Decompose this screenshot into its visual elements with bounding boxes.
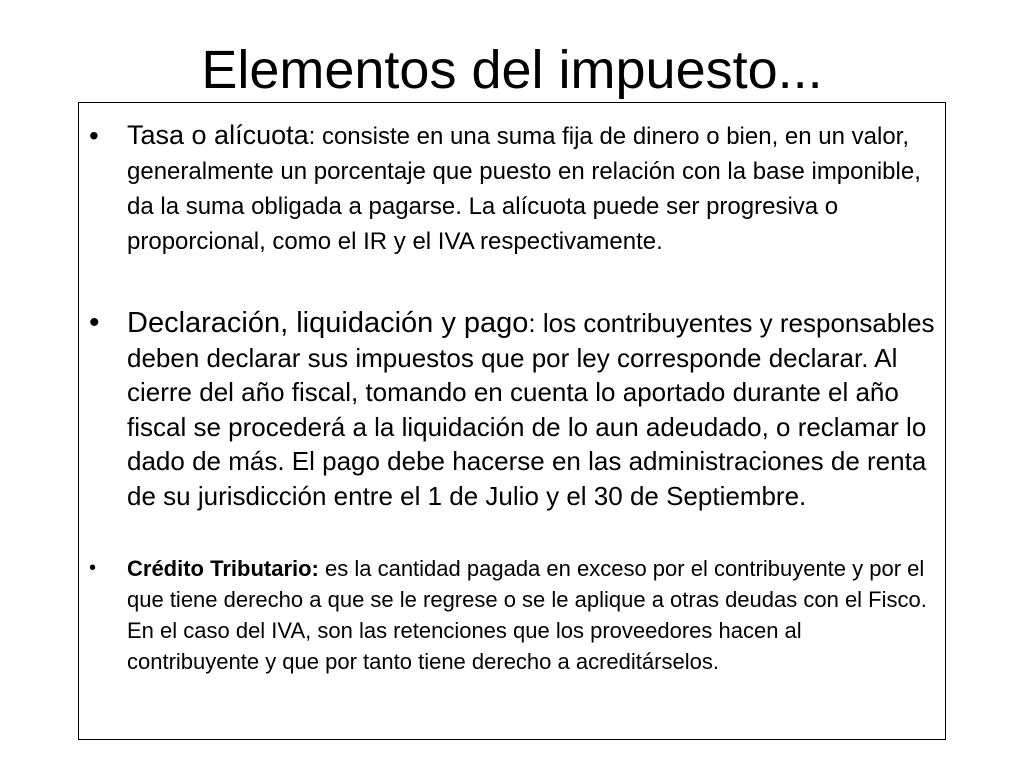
bullet-text <box>127 118 937 259</box>
bullet-dot-icon: • <box>89 120 99 151</box>
bullet-dot-icon: • <box>89 557 97 579</box>
slide-title: Elementos del impuesto... <box>201 40 823 100</box>
bullet-text <box>127 553 937 677</box>
content-box <box>78 102 946 740</box>
bullet-text <box>127 306 937 514</box>
bullet-term: Declaración, liquidación y pago <box>127 307 529 339</box>
bullet-description: : los contribuyentes y responsables deben declarar sus impuestos que por ley corresponde declarar. Al cierre del año fiscal, tomando en cuenta lo aportado durante el año fiscal se procederá a la liquidación de lo aun adeudado, o reclamar lo dado de más. El pago debe hacerse en las administraciones de renta de su jurisdicción entre el 1 de Julio y el 30 de Septiembre. <box>127 308 935 511</box>
bullet-dot-icon: • <box>89 306 100 339</box>
bullet-term: Tasa o alícuota <box>127 120 309 150</box>
bullet-term: Crédito Tributario: <box>127 556 319 581</box>
bullet-description: es la cantidad pagada en exceso por el contribuyente y por el que tiene derecho a que se le regrese o se le aplique a otras deudas con el Fisco. En el caso del IVA, son las retenciones que los proveedores hacen al contribuyente y que por tanto tiene derecho a acreditárselos. <box>127 556 927 674</box>
bullet-description: : consiste en una suma fija de dinero o bien, en un valor, generalmente un porcentaje que puesto en relación con la base imponible, da la suma obligada a pagarse. La alícuota puede ser progresiva o proporcional, como el IR y el IVA respectivamente. <box>127 123 921 255</box>
